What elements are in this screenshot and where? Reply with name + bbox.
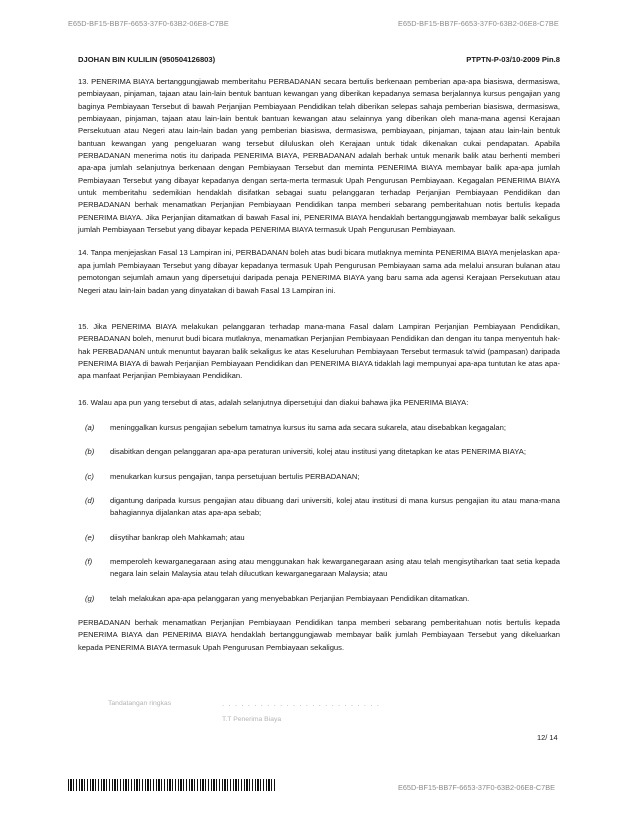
list-item-text: telah melakukan apa-apa pelanggaran yang menyebabkan Perjanjian Pembiayaan Pendidikan ditamatkan. bbox=[110, 593, 470, 603]
reference-number: PTPTN-P-03/10-2009 Pin.8 bbox=[466, 55, 560, 64]
header-document-id-right: E65D-BF15-BB7F-6653-37F0-63B2-06E8-C7BE bbox=[398, 19, 559, 28]
borrower-name: DJOHAN BIN KULILIN (950504126803) bbox=[78, 55, 216, 64]
list-item-label: (b) bbox=[85, 447, 95, 457]
clause-14: 14. Tanpa menjejaskan Fasal 13 Lampiran ini, PERBADANAN boleh atas budi bicara mutlaknya meminta PENERIMA BIAYA menjelaskan apa-apa jumlah Pembiayaan Tersebut yang dibayar kepadanya termasuk Upah Pengurusan Pembiayaan sama ada melalui ansuran bulanan atau pemotongan sejumlah amaun yang dipersetujui daripada penaja PENERIMA BIAYA yang baru sama ada agensi Kerajaan Persekutuan atau Negeri atau lain-lain badan yang dinyatakan di bawah Fasal 13 Lampiran ini. bbox=[78, 248, 560, 295]
clause-16: 16. Walau apa pun yang tersebut di atas, adalah selanjutnya dipersetujui dan diakui bahawa jika PENERIMA BIAYA: bbox=[78, 397, 469, 407]
list-item-text: menukarkan kursus pengajian, tanpa persetujuan bertulis PERBADANAN; bbox=[110, 471, 360, 481]
list-item-label: (c) bbox=[85, 471, 94, 481]
barcode-image bbox=[68, 779, 276, 791]
list-item bbox=[78, 593, 560, 605]
document-info-line bbox=[78, 55, 560, 64]
page-number: 12/ 14 bbox=[537, 733, 558, 742]
list-item-label: (e) bbox=[85, 532, 95, 542]
list-item-text: meninggalkan kursus pengajian sebelum tamatnya kursus itu sama ada secara sukarela, atau disebabkan kegagalan; bbox=[110, 422, 506, 432]
clause-13: 13. PENERIMA BIAYA bertanggungjawab memberitahu PERBADANAN secara bertulis berkenaan pemberian apa-apa biasiswa, dermasiswa, pembiayaan, pinjaman, tajaan atau lain-lain bentuk bantuan kewangan yang diberikan kepadanya semasa berjalannya kursus pengajian yang baginya Pembiayaan Tersebut di bawah Perjanjian Pembiayaan Pendidikan telah diberikan selepas sahaja pemberian biasiswa, dermasiswa, pembiayaan, pinjaman, tajaan atau lain-lain bentuk bantuan kewangan atau selainnya yang diberikan oleh mana-mana agensi Kerajaan Persekutuan atau Negeri atau lain-lain badan yang pemberian biasiswa, dermasiswa, pembiayaan, pinjaman, tajaan atau lain-lain bentuk bantuan kewangan yang pengeluaran wang tersebut diluluskan oleh Kerajaan untuk tidak dikenakan cukai pendapatan. Apabila PERBADANAN menerima notis itu daripada PENERIMA BIAYA, PERBADANAN adalah berhak untuk menarik balik atau berhenti memberi apa-apa jumlah selanjutnya berkenaan dengan Pembiayaan Tersebut dan meminta PENERIMA BIAYA membayar balik apa-apa jumlah Pembiayaan Tersebut yang dibayar kepadanya dengan serta-merta termasuk Upah Pengurusan Pembiayaan. Kegagalan PENERIMA BIAYA untuk memberitahu sedemikian hendaklah disifatkan sebagai suatu pelanggaran terhadap Perjanjian Pembiayaan Pendidikan dan PERBADANAN berhak menamatkan Perjanjian Pembiayaan Pendidikan tanpa memberi sebarang pemberitahuan notis bertulis kepada PENERIMA BIAYA. Jika Perjanjian ditamatkan di bawah Fasal ini, PENERIMA BIAYA hendaklah bertanggungjawab membayar balik sekaligus jumlah Pembiayaan Tersebut yang dibayar kepada PENERIMA BIAYA termasuk Upah Pengurusan Pembiayaan. bbox=[78, 77, 560, 235]
list-item-text: memperoleh kewarganegaraan asing atau menggunakan hak kewarganegaraan asing atau telah mengisytiharkan taat setia kepada negara lain selain Malaysia atau telah dilucutkan kewarganegaraan Malaysia; atau bbox=[110, 556, 560, 579]
list-item bbox=[78, 556, 560, 581]
list-item-text: disabitkan dengan pelanggaran apa-apa peraturan universiti, kolej atau institusi yang ditetapkan ke atas PENERIMA BIAYA; bbox=[110, 447, 526, 457]
list-item-label: (d) bbox=[85, 495, 95, 505]
initials-signature-label: Tandatangan ringkas bbox=[108, 700, 172, 707]
list-item-text: digantung daripada kursus pengajian atau dibuang dari universiti, kolej atau institusi di mana kursus pengajian itu atau mana-mana bahagiannya dijalankan atas apa-apa sebab; bbox=[110, 495, 560, 518]
clause-15: 15. Jika PENERIMA BIAYA melakukan pelanggaran terhadap mana-mana Fasal dalam Lampiran Perjanjian Pembiayaan Pendidikan, PERBADANAN boleh, menurut budi bicara mutlaknya, menamatkan Perjanjian Pembiayaan Pendidikan dan dengan itu tanpa menyentuh hak-hak PERBADANAN untuk menuntut bayaran balik sekaligus ke atas Keseluruhan Pembiayaan Tersebut termasuk ta'wid (pampasan) daripada PENERIMA BIAYA di bawah Perjanjian Pembiayaan Pendidikan dan PENERIMA BIAYA tidaklah lagi mempunyai apa-apa tuntutan ke atas apa-apa manfaat Perjanjian Pembiayaan Pendidikan. bbox=[78, 321, 560, 381]
document-body bbox=[78, 76, 560, 654]
list-item bbox=[78, 446, 560, 458]
list-item-label: (f) bbox=[85, 556, 93, 566]
list-item bbox=[78, 532, 560, 544]
signature-line: . . . . . . . . . . . . . . . . . . . . . . . . . bbox=[222, 699, 380, 708]
list-item bbox=[78, 495, 560, 520]
header-document-id-left: E65D-BF15-BB7F-6653-37F0-63B2-06E8-C7BE bbox=[68, 19, 229, 28]
list-item-label: (a) bbox=[85, 422, 95, 432]
list-item bbox=[78, 422, 560, 434]
list-item-label: (g) bbox=[85, 593, 95, 603]
signer-label: T.T Penerima Biaya bbox=[222, 716, 282, 723]
footer-document-id: E65D-BF15-BB7F-6653-37F0-63B2-06E8-C7BE bbox=[398, 783, 555, 792]
list-item bbox=[78, 471, 560, 483]
list-item-text: diisytihar bankrap oleh Mahkamah; atau bbox=[110, 532, 245, 542]
closing-paragraph: PERBADANAN berhak menamatkan Perjanjian Pembiayaan Pendidikan tanpa memberi sebarang pemberitahuan notis bertulis kepada PENERIMA BIAYA dan PENERIMA BIAYA hendaklah bertanggungjawab membayar balik jumlah Pembiayaan Tersebut yang dikeluarkan kepada PENERIMA BIAYA termasuk Upah Pengurusan Pembiayaan sekaligus. bbox=[78, 618, 560, 652]
